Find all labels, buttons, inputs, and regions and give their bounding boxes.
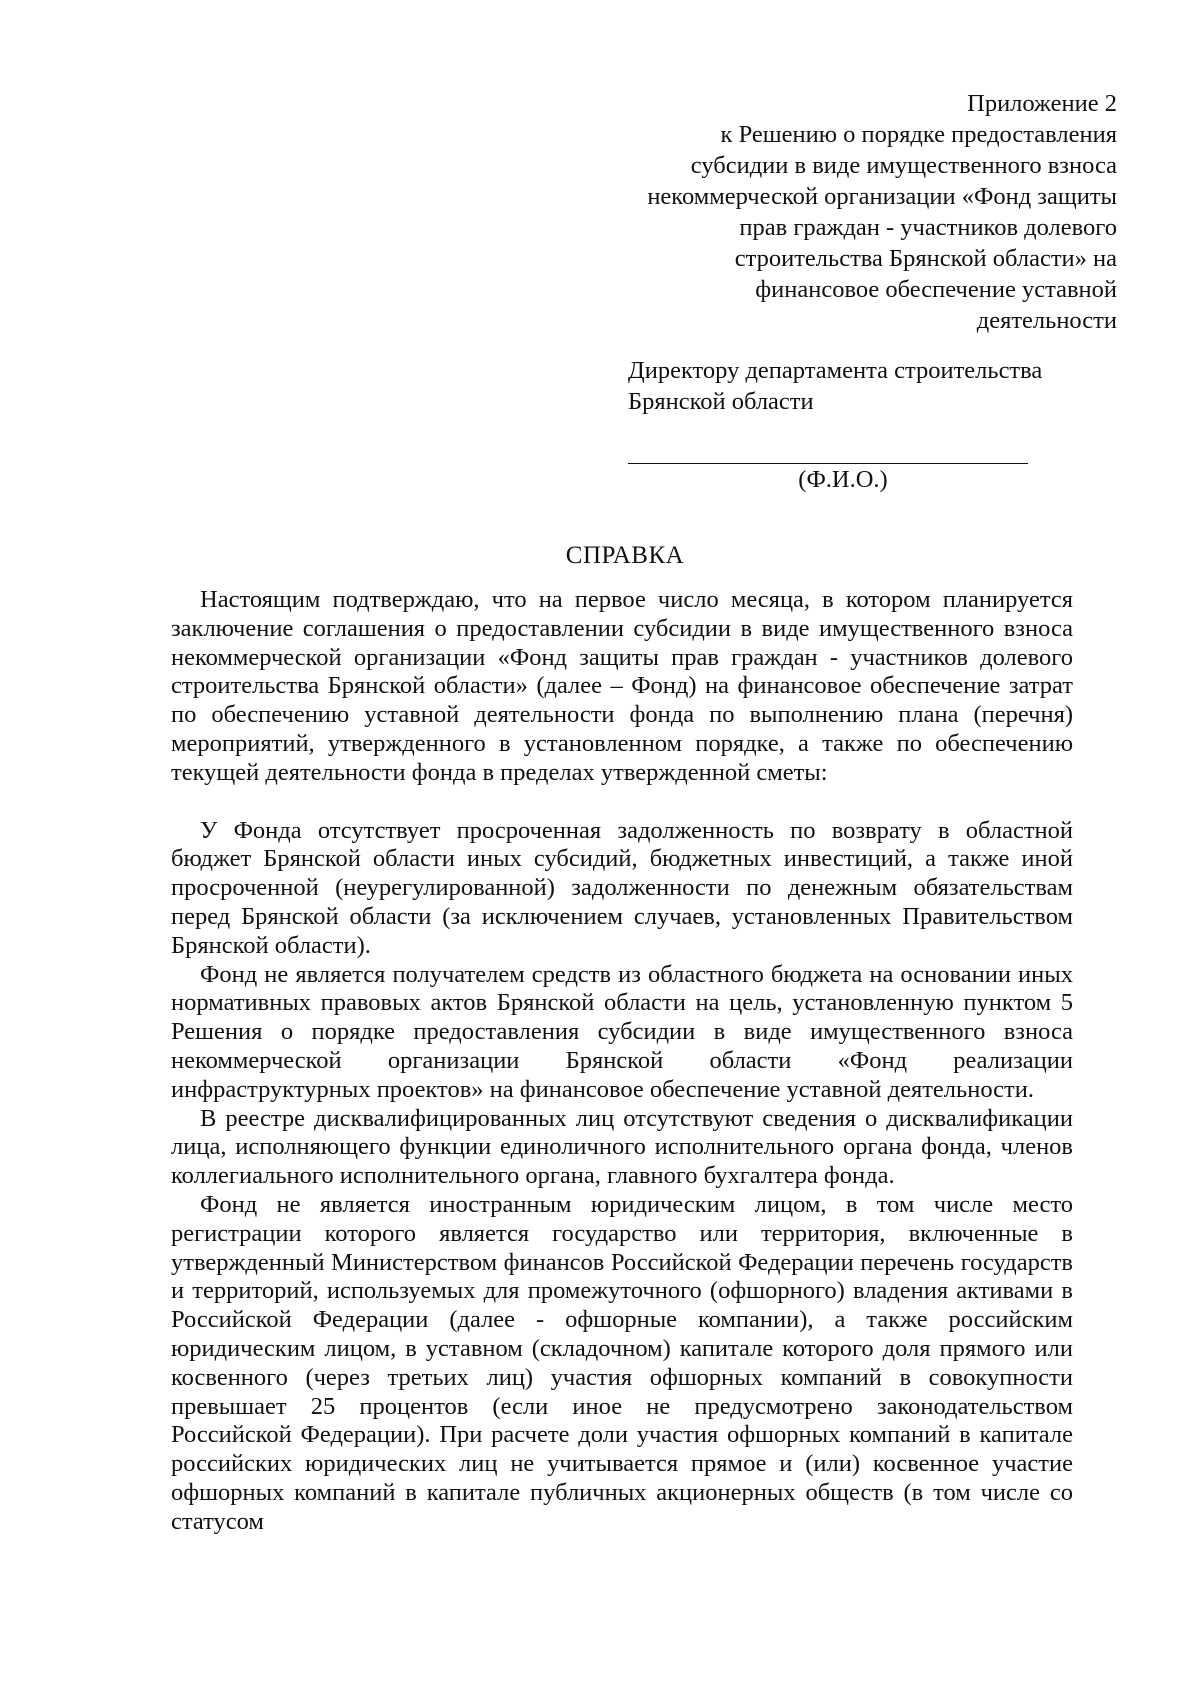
- appendix-line: деятельности: [976, 307, 1117, 334]
- appendix-line: субсидии в виде имущественного взноса: [690, 152, 1117, 179]
- appendix-line: строительства Брянской области» на: [734, 245, 1117, 272]
- appendix-line: финансовое обеспечение уставной: [755, 276, 1117, 303]
- addressee-line: Директору департамента строительства: [628, 357, 1043, 384]
- appendix-line: к Решению о порядке предоставления: [720, 121, 1117, 148]
- addressee-block: [628, 355, 1108, 417]
- appendix-line: прав граждан - участников долевого: [739, 214, 1117, 241]
- body-paragraph: Настоящим подтверждаю, что на первое число месяца, в котором планируется заключение соглашения о предоставлении субсидии в виде имущественного взноса некоммерческой организации «Фонд защиты прав граждан - участников долевого строительства Брянской области» (далее – Фонд) на финансовое обеспечение затрат по обеспечению уставной деятельности фонда по выполнению плана (перечня) мероприятий, утвержденного в установленном порядке, а также по обеспечению текущей деятельности фонда в пределах утвержденной сметы:: [171, 586, 1073, 786]
- appendix-line: некоммерческой организации «Фонд защиты: [647, 183, 1117, 210]
- appendix-line: Приложение 2: [967, 90, 1117, 117]
- signature-caption: (Ф.И.О.): [798, 466, 888, 493]
- document-body: [171, 586, 1073, 1537]
- body-paragraph: Фонд не является получателем средств из областного бюджета на основании иных нормативных правовых актов Брянской области на цель, установленную пунктом 5 Решения о порядке предоставления субсидии в виде имущественного взноса некоммерческой организации Брянской области «Фонд реализации инфраструктурных проектов» на финансовое обеспечение уставной деятельности.: [171, 960, 1073, 1103]
- body-paragraph: Фонд не является иностранным юридическим лицом, в том числе место регистрации которого является государство или территория, включенные в утвержденный Министерством финансов Российской Федерации перечень государств и территорий, используемых для промежуточного (офшорного) владения активами в Российской Федерации (далее - офшорные компании), а также российским юридическим лицом, в уставном (складочном) капитале которого доля прямого или косвенного (через третьих лиц) участия офшорных компаний в совокупности превышает 25 процентов (если иное не предусмотрено законодательством Российской Федерации). При расчете доли участия офшорных компаний в капитале российских юридических лиц не учитывается прямое и (или) косвенное участие офшорных компаний в капитале публичных акционерных обществ (в том числе со статусом: [171, 1190, 1073, 1535]
- document-title: СПРАВКА: [565, 542, 685, 569]
- body-paragraph: В реестре дисквалифицированных лиц отсутствуют сведения о дисквалификации лица, исполняющего функции единоличного исполнительного органа фонда, членов коллегиального исполнительного органа, главного бухгалтера фонда.: [171, 1104, 1073, 1190]
- addressee-line: Брянской области: [628, 388, 814, 415]
- body-paragraph: У Фонда отсутствует просроченная задолженность по возврату в областной бюджет Брянской области иных субсидий, бюджетных инвестиций, а также иной просроченной (неурегулированной) задолженности по денежным обязательствам перед Брянской области (за исключением случаев, установленных Правительством Брянской области).: [171, 816, 1073, 959]
- appendix-header: [597, 88, 1117, 336]
